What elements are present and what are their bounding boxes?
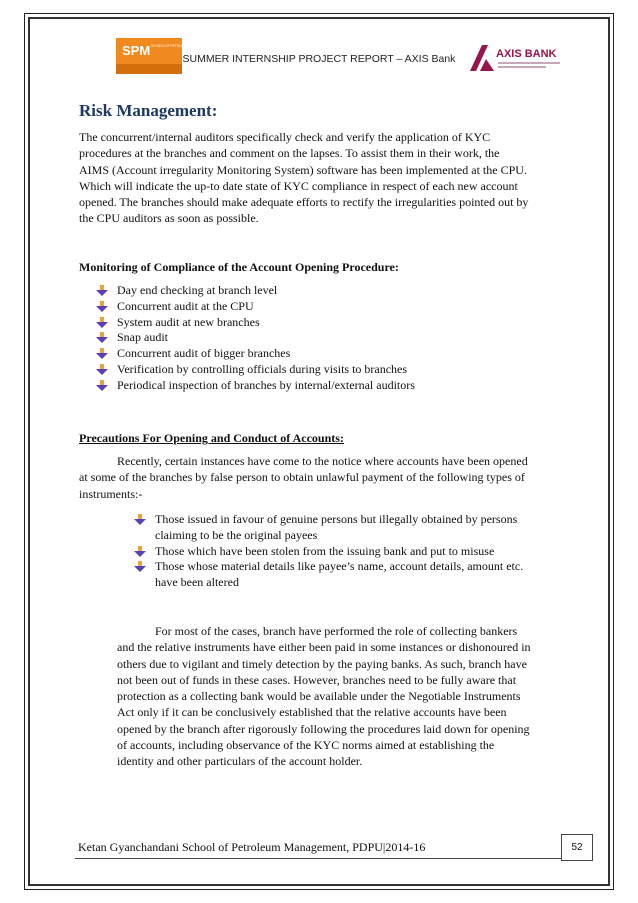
paragraph-line: others due to vigilant and timely detection by the paying banks. As such, branch have [117,656,527,671]
footer-rule [75,858,562,859]
list-item-text: System audit at new branches [117,314,260,329]
monitoring-heading: Monitoring of Compliance of the Account Opening Procedure: [79,260,399,274]
page-number: 52 [561,834,593,861]
arrow-down-icon [96,348,108,360]
paragraph-line: instruments:- [79,486,143,501]
list-item [100,362,520,378]
list-item-text: Those which have been stolen from the issuing bank and put to misuse [155,543,495,558]
list-item [138,544,563,560]
paragraph-line: opened. The branches should make adequate efforts to rectify the irregularities pointed out by [79,195,529,210]
arrow-down-icon [96,380,108,392]
list-item [100,330,520,346]
precautions-heading: Precautions For Opening and Conduct of Accounts: [79,431,344,445]
paragraph-line: of accounts, including observance of the KYC norms aimed at establishing the [117,738,495,753]
paragraph-line: Act only if it can be conclusively established that the relative accounts have been [117,705,507,720]
list-item [138,512,563,544]
arrow-down-icon [96,332,108,344]
paragraph-line: and the relative instruments have either been paid in some instances or dishonoured in [117,640,531,655]
paragraph-line: The concurrent/internal auditors specifically check and verify the application of KYC [79,130,491,144]
list-item-text: Those whose material details like payee’s name, account details, amount etc. [155,559,524,574]
list-item [100,299,520,315]
arrow-down-icon [134,546,146,558]
paragraph-line: For most of the cases, branch have performed the role of collecting bankers [155,624,518,638]
list-item-text: Those issued in favour of genuine persons but illegally obtained by persons [155,512,518,526]
arrow-down-icon [134,561,146,573]
paragraph-line: AIMS (Account irregularity Monitoring System) software has been implemented at the CPU. [79,162,527,177]
arrow-down-icon [96,364,108,376]
list-item [138,559,563,591]
list-item-text: have been altered [155,575,239,590]
list-item [100,283,520,299]
axis-bank-logo-text: AXIS BANK [496,48,557,60]
list-item-text: Snap audit [117,330,168,345]
arrow-down-icon [96,285,108,297]
footer-text: Ketan Gyanchandani School of Petroleum Management, PDPU|2014-16 [78,840,426,854]
paragraph-line: Which will indicate the up-to date state of KYC compliance in respect of each new account [79,178,518,193]
precautions-intro-paragraph [79,453,564,502]
paragraph-line: Recently, certain instances have come to the notice where accounts have been opened [117,454,528,468]
list-item [100,346,520,362]
axis-bank-logo [468,41,568,75]
risk-management-heading: Risk Management: [79,101,218,120]
list-item-text: Concurrent audit at the CPU [117,298,254,313]
list-item-text: claiming to be the original payees [155,527,318,542]
paragraph-line: protection as a collecting bank would be available under the Negotiable Instruments [117,689,521,704]
spm-logo-subtext: SCHOOL OF PETROLEUM MANAGEMENT [151,44,215,48]
list-item-text: Periodical inspection of branches by internal/external auditors [117,377,415,392]
list-item [100,378,520,394]
risk-management-paragraph [79,129,564,227]
paragraph-line: the CPU auditors as soon as possible. [79,211,259,226]
paragraph-line: not been out of funds in these cases. However, branches need to be fully aware that [117,672,517,687]
list-item-text: Day end checking at branch level [117,283,278,297]
paragraph-line: identity and other particulars of the account holder. [117,754,363,769]
list-item [100,315,520,331]
list-item-text: Concurrent audit of bigger branches [117,346,291,361]
arrow-down-icon [96,301,108,313]
arrow-down-icon [134,514,146,526]
paragraph-line: procedures at the branches and comment on the lapses. To assist them in their work, the [79,146,500,161]
header-title: SUMMER INTERNSHIP PROJECT REPORT – AXIS Bank [182,53,456,65]
arrow-down-icon [96,317,108,329]
precautions-closing-paragraph [117,623,560,770]
precautions-list [138,512,563,591]
monitoring-list [100,283,520,394]
list-item-text: Verification by controlling officials during visits to branches [117,361,408,376]
paragraph-line: at some of the branches by false person to obtain unlawful payment of the following types of [79,470,525,485]
paragraph-line: opened by the branch after rigorously following the procedures laid down for opening [117,721,530,736]
spm-logo-text: SPM [122,43,151,58]
